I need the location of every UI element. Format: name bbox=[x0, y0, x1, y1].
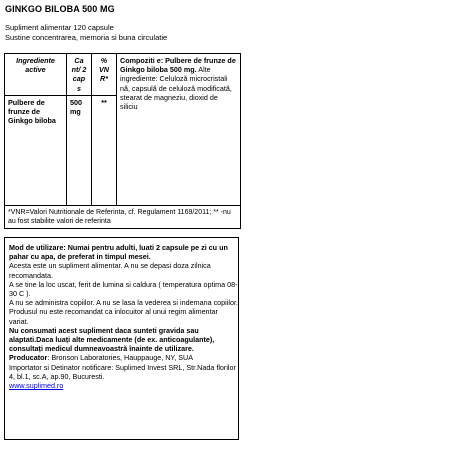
usage-line-diet: Produsul nu este recomandat ca inlocuitor al unui regim alimentar variat. bbox=[9, 307, 218, 326]
usage-dosage: : Numai pentru adulti, luati 2 capsule pe zi cu un pahar cu apa, de preferat in timpul mesei. bbox=[9, 243, 228, 262]
usage-box bbox=[4, 237, 239, 440]
product-title: GINKGO BILOBA 500 MG bbox=[5, 4, 115, 14]
usage-line-supplement: Acesta este un supliment alimentar. A nu se depasi doza zilnica recomandata. bbox=[9, 261, 211, 280]
table-footnote: *VNR=Valori Nutritionale de Referinta, cf. Regulament 1169/2011; ** -nu au fost stabilite valori de referinta bbox=[5, 206, 241, 229]
usage-line-storage: A se tine la loc uscat, ferit de lumina si caldura ( temperatura optima 08-30 C ). bbox=[9, 279, 238, 299]
website-link[interactable]: www.suplimed.ro bbox=[9, 381, 64, 391]
producer-info bbox=[9, 353, 238, 362]
usage-instructions bbox=[9, 243, 238, 261]
usage-label: Mod de utilizare bbox=[9, 243, 64, 252]
importer-info: Importator si Detinator notificare: Suplimed Invest SRL, Str.Nada florilor 4, bl.1, sc.A, ap.90, Bucuresti. bbox=[9, 362, 236, 381]
ingredient-vnr: ** bbox=[92, 96, 117, 206]
product-claim: Sustine concentrarea, memoria si buna circulatie bbox=[5, 33, 168, 42]
table-header-row bbox=[5, 54, 241, 96]
usage-line-children: A nu se administra copiilor. A nu se lasa la vederea si indemana copiilor. bbox=[9, 298, 238, 308]
header-ingredients: Ingrediente active bbox=[5, 54, 67, 96]
producer-text: : Bronson Laboratories, Hauppauge, NY, SUA bbox=[47, 353, 194, 363]
composition-label: Compoziti e: Pulbere de frunze de Ginkgo biloba 500 mg. bbox=[120, 56, 236, 75]
ingredient-amount: 500 mg bbox=[67, 96, 92, 206]
ingredient-name: Pulbere de frunze de Ginkgo biloba bbox=[5, 96, 67, 206]
website-line bbox=[9, 381, 238, 390]
header-vnr: % VN R* bbox=[92, 54, 117, 96]
producer-label: Producator bbox=[9, 353, 48, 363]
ingredients-table bbox=[4, 53, 241, 229]
composition-cell bbox=[117, 54, 241, 206]
product-subtitle: Supliment alimentar 120 capsule bbox=[5, 23, 114, 32]
table-footnote-row bbox=[5, 206, 241, 229]
composition-other: Alte ingrediente: Celuloză microcristali nă, capsulă de celuloză modificată, stearat de magneziu, dioxid de siliciu bbox=[120, 65, 232, 112]
header-amount: Ca nt/ 2 cap s bbox=[67, 54, 92, 96]
usage-warning: Nu consumati acest supliment daca sunteti gravida sau alaptati.Daca luați alte medicamente (de ex. anticoagulante), consultați medicul dumneavoastră înainte de utilizare. bbox=[9, 325, 215, 354]
